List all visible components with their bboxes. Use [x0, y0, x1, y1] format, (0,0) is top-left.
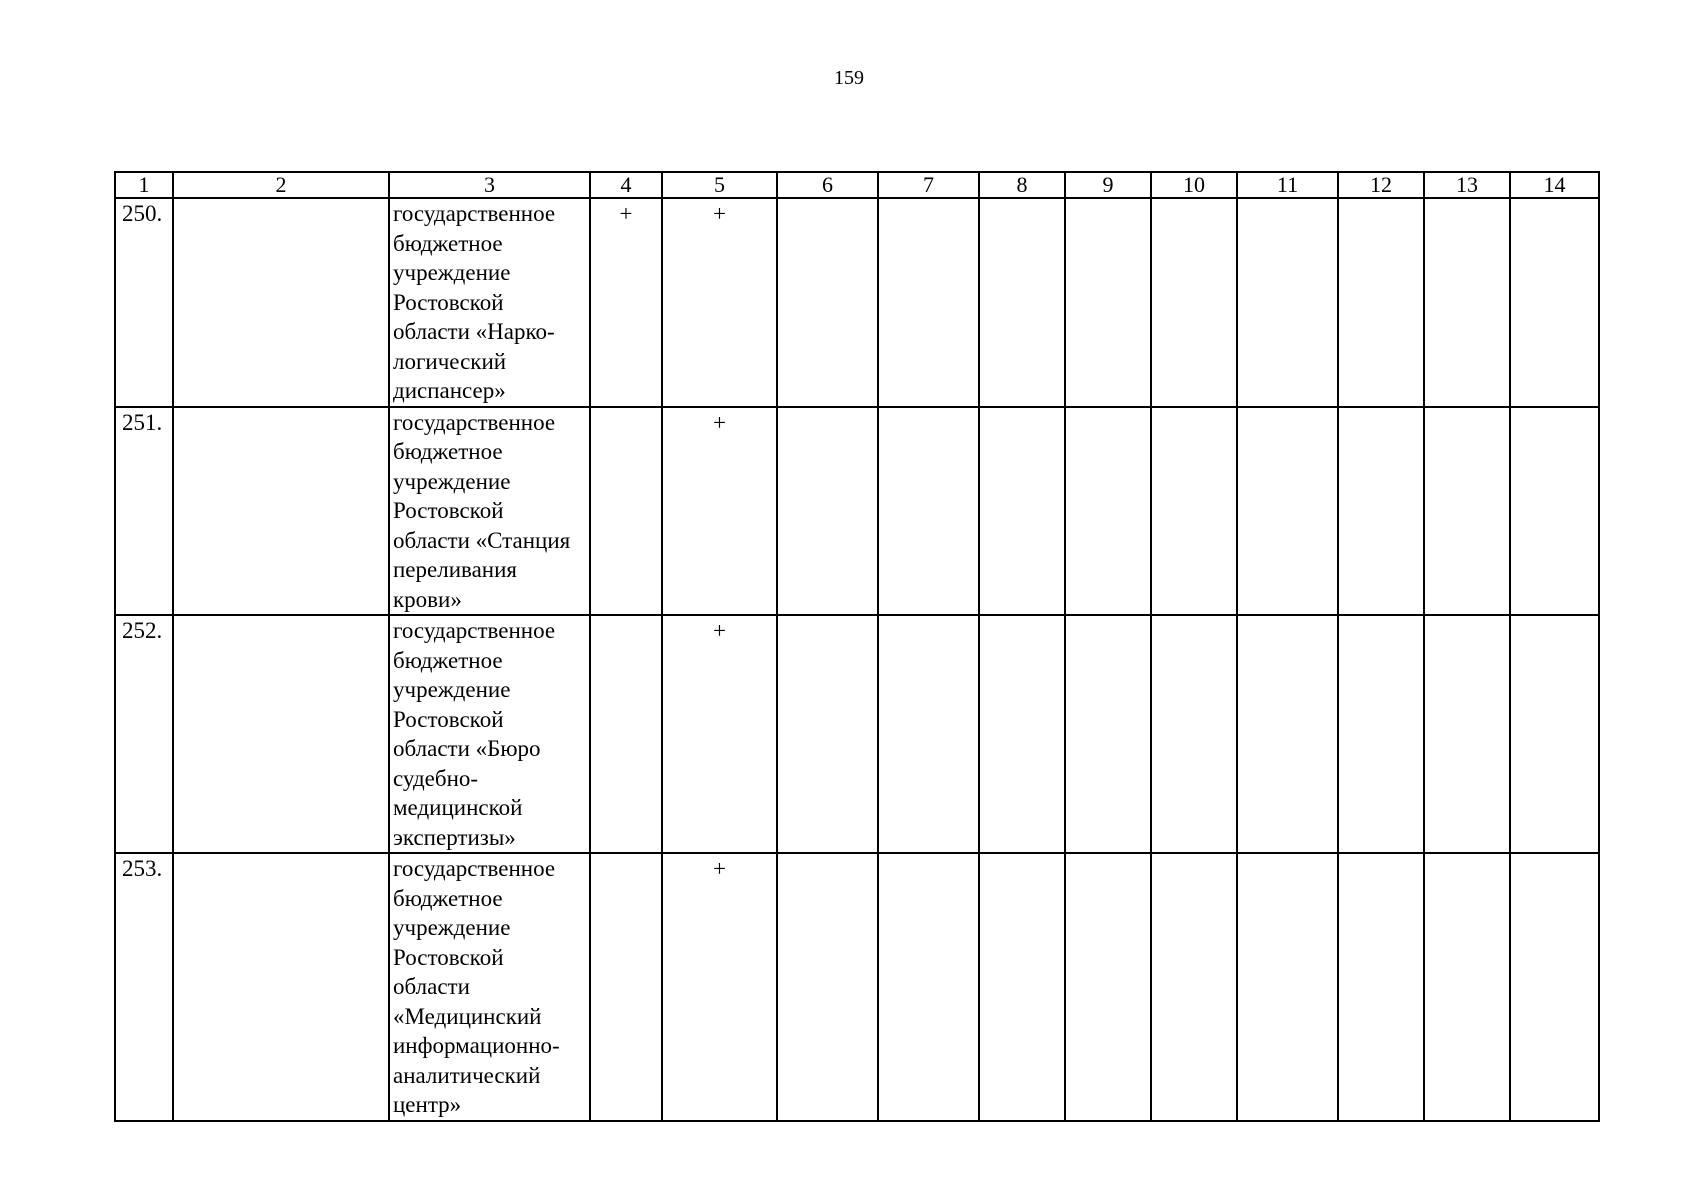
- cell-col-8: [979, 407, 1065, 616]
- cell-col-5: +: [662, 198, 777, 407]
- cell-col-13: [1424, 853, 1510, 1121]
- cell-col-12: [1338, 615, 1424, 853]
- organization-name-line: государственное: [393, 618, 556, 643]
- cell-col-5: +: [662, 853, 777, 1121]
- organization-name-line: бюджетное: [393, 647, 503, 673]
- column-header-10: 10: [1151, 172, 1237, 198]
- row-number: 250.: [115, 198, 173, 407]
- column-header-8: 8: [979, 172, 1065, 198]
- organization-name-line: учреждение: [393, 915, 511, 940]
- column-header-4: 4: [590, 172, 662, 198]
- organization-name-line: Ростовской: [393, 498, 504, 523]
- page-number: 159: [834, 67, 864, 89]
- cell-col-6: [777, 407, 878, 616]
- cell-col-10: [1151, 407, 1237, 616]
- column-header-9: 9: [1065, 172, 1151, 198]
- table-row: [115, 853, 1599, 1121]
- table-row: [115, 407, 1599, 616]
- cell-col-13: [1424, 198, 1510, 407]
- cell-col-8: [979, 853, 1065, 1121]
- organization-name: [389, 198, 590, 407]
- organization-name: [389, 407, 590, 616]
- cell-col-9: [1065, 198, 1151, 407]
- cell-col-2: [173, 407, 389, 616]
- table-row: [115, 615, 1599, 853]
- cell-col-4: [590, 407, 662, 616]
- cell-col-2: [173, 198, 389, 407]
- organization-name-line: учреждение: [393, 468, 511, 494]
- cell-col-11: [1237, 853, 1338, 1121]
- cell-col-12: [1338, 407, 1424, 616]
- column-header-1: 1: [115, 172, 173, 198]
- row-number: 253.: [115, 853, 173, 1121]
- organization-name-line: Ростовской: [393, 289, 504, 315]
- cell-col-14: [1510, 407, 1599, 616]
- organization-name-line: области: [393, 974, 470, 999]
- cell-col-7: [878, 615, 979, 853]
- cell-col-6: [777, 615, 878, 853]
- cell-col-5: +: [662, 615, 777, 853]
- organization-name-line: судебно-: [393, 765, 479, 791]
- cell-col-7: [878, 853, 979, 1121]
- organization-name-line: центр»: [393, 1092, 462, 1117]
- column-header-12: 12: [1338, 172, 1424, 198]
- organization-name-line: государственное: [393, 409, 556, 435]
- organization-name-line: бюджетное: [393, 439, 503, 464]
- cell-col-4: [590, 853, 662, 1121]
- organization-name-line: аналитический: [393, 1062, 541, 1088]
- organization-name-line: Ростовской: [393, 706, 504, 732]
- cell-col-14: [1510, 198, 1599, 407]
- cell-col-14: [1510, 853, 1599, 1121]
- organization-name-line: государственное: [393, 201, 556, 226]
- organization-name-line: диспансер»: [393, 378, 506, 403]
- column-header-11: 11: [1237, 172, 1338, 198]
- cell-col-8: [979, 615, 1065, 853]
- organization-name: [389, 853, 590, 1121]
- cell-col-11: [1237, 198, 1338, 407]
- cell-col-11: [1237, 407, 1338, 616]
- table-row: [115, 198, 1599, 407]
- cell-col-10: [1151, 853, 1237, 1121]
- cell-col-8: [979, 198, 1065, 407]
- cell-col-10: [1151, 198, 1237, 407]
- organization-name-line: переливания: [393, 557, 517, 582]
- organization-name-line: крови»: [393, 586, 462, 612]
- organization-name-line: области «Нарко-: [393, 319, 555, 344]
- organization-name-line: бюджетное: [393, 885, 503, 911]
- organization-name-line: логический: [393, 348, 507, 374]
- column-header-5: 5: [662, 172, 777, 198]
- organization-name-line: бюджетное: [393, 230, 503, 256]
- organization-name-line: области «Бюро: [393, 736, 541, 761]
- cell-col-7: [878, 407, 979, 616]
- cell-col-12: [1338, 198, 1424, 407]
- table-header-row: [115, 172, 1599, 198]
- row-number: 252.: [115, 615, 173, 853]
- organization-name-line: медицинской: [393, 795, 523, 820]
- organization-name: [389, 615, 590, 853]
- cell-col-5: +: [662, 407, 777, 616]
- organization-name-line: области «Станция: [393, 527, 571, 553]
- column-header-3: 3: [389, 172, 590, 198]
- column-header-2: 2: [173, 172, 389, 198]
- cell-col-6: [777, 853, 878, 1121]
- cell-col-11: [1237, 615, 1338, 853]
- cell-col-4: +: [590, 198, 662, 407]
- organization-name-line: информационно-: [393, 1033, 560, 1058]
- organization-name-line: учреждение: [393, 677, 511, 702]
- column-header-13: 13: [1424, 172, 1510, 198]
- organization-name-line: Ростовской: [393, 944, 504, 970]
- column-header-6: 6: [777, 172, 878, 198]
- data-table: [114, 171, 1600, 1122]
- cell-col-13: [1424, 615, 1510, 853]
- row-number: 251.: [115, 407, 173, 616]
- cell-col-9: [1065, 853, 1151, 1121]
- cell-col-2: [173, 853, 389, 1121]
- cell-col-9: [1065, 407, 1151, 616]
- cell-col-7: [878, 198, 979, 407]
- organization-name-line: государственное: [393, 856, 556, 881]
- organization-name-line: учреждение: [393, 260, 511, 285]
- column-header-14: 14: [1510, 172, 1599, 198]
- cell-col-13: [1424, 407, 1510, 616]
- cell-col-2: [173, 615, 389, 853]
- cell-col-14: [1510, 615, 1599, 853]
- cell-col-10: [1151, 615, 1237, 853]
- organization-name-line: «Медицинский: [393, 1003, 542, 1029]
- column-header-7: 7: [878, 172, 979, 198]
- cell-col-4: [590, 615, 662, 853]
- cell-col-12: [1338, 853, 1424, 1121]
- cell-col-9: [1065, 615, 1151, 853]
- cell-col-6: [777, 198, 878, 407]
- organization-name-line: экспертизы»: [393, 824, 516, 850]
